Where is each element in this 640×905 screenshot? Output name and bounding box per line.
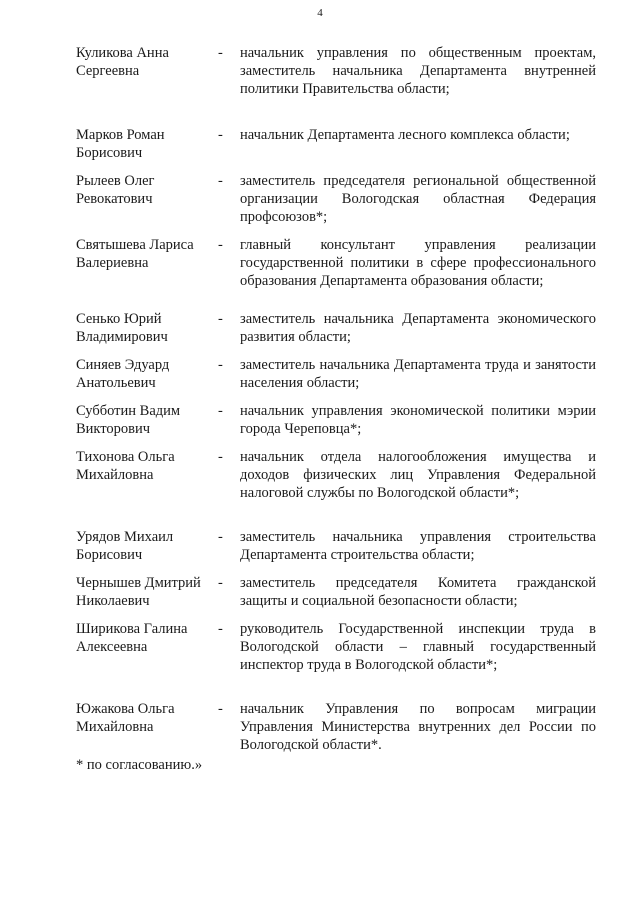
members-list [76, 44, 596, 754]
member-dash: - [218, 311, 223, 327]
member-patronymic: Сергеевна [76, 63, 140, 79]
member-position: заместитель начальника управления строительства Департамента строительства области; [240, 529, 596, 563]
member-surname-first-name: Ширикова Галина [76, 621, 188, 637]
member-name [76, 356, 218, 392]
member-position: начальник управления по общественным проектам, заместитель начальника Департамента внутренней политики Правительства области; [240, 45, 596, 97]
member-position: начальник отдела налогообложения имущества и доходов физических лиц Управления Федеральной налоговой службы по Вологодской области*; [240, 449, 596, 501]
member-patronymic: Николаевич [76, 593, 150, 609]
member-surname-first-name: Субботин Вадим [76, 403, 181, 419]
footnote: * по согласованию.» [76, 757, 203, 773]
member-dash: - [218, 449, 223, 465]
member-name [76, 44, 218, 80]
member-row [76, 236, 596, 290]
member-position: руководитель Государственной инспекции труда в Вологодской области – главный государственный инспектор труда в Вологодской области*; [240, 621, 596, 673]
member-dash: - [218, 173, 223, 189]
member-position: начальник Управления по вопросам миграции Управления Министерства внутренних дел России по Вологодской области*. [240, 701, 596, 753]
member-patronymic: Анатольевич [76, 375, 156, 391]
member-position: заместитель начальника Департамента труда и занятости населения области; [240, 357, 596, 391]
member-dash: - [218, 529, 223, 545]
member-dash: - [218, 45, 223, 61]
member-position: начальник управления экономической политики мэрии города Череповца*; [240, 403, 596, 437]
member-name [76, 402, 218, 438]
member-row [76, 356, 596, 392]
member-name [76, 620, 218, 656]
member-row [76, 44, 596, 98]
member-dash: - [218, 403, 223, 419]
member-dash: - [218, 357, 223, 373]
member-patronymic: Ревокатович [76, 191, 153, 207]
member-surname-first-name: Тихонова Ольга [76, 449, 175, 465]
member-name [76, 528, 218, 564]
member-row [76, 574, 596, 610]
member-patronymic: Михайловна [76, 467, 154, 483]
member-name [76, 126, 218, 162]
member-surname-first-name: Святышева Лариса [76, 237, 194, 253]
member-surname-first-name: Куликова Анна [76, 45, 169, 61]
member-position: заместитель председателя региональной общественной организации Вологодская областная Федерация профсоюзов*; [240, 173, 596, 225]
member-name [76, 310, 218, 346]
member-dash: - [218, 621, 223, 637]
member-position: главный консультант управления реализации государственной политики в сфере профессионального образования Департамента образования области; [240, 237, 596, 289]
member-dash: - [218, 701, 223, 717]
member-name [76, 700, 218, 736]
member-row [76, 528, 596, 564]
member-patronymic: Алексеевна [76, 639, 148, 655]
member-position: заместитель председателя Комитета гражданской защиты и социальной безопасности области; [240, 575, 596, 609]
member-row [76, 310, 596, 346]
member-name [76, 172, 218, 208]
member-surname-first-name: Синяев Эдуард [76, 357, 170, 373]
member-dash: - [218, 575, 223, 591]
member-dash: - [218, 237, 223, 253]
member-patronymic: Валериевна [76, 255, 149, 271]
member-surname-first-name: Рылеев Олег [76, 173, 155, 189]
member-dash: - [218, 127, 223, 143]
member-name [76, 574, 218, 610]
member-patronymic: Борисович [76, 547, 143, 563]
member-row [76, 700, 596, 754]
member-surname-first-name: Южакова Ольга [76, 701, 175, 717]
member-surname-first-name: Урядов Михаил [76, 529, 174, 545]
member-patronymic: Владимирович [76, 329, 168, 345]
member-surname-first-name: Марков Роман [76, 127, 165, 143]
member-surname-first-name: Чернышев Дмитрий [76, 575, 201, 591]
member-patronymic: Викторович [76, 421, 151, 437]
member-row [76, 172, 596, 226]
page-number: 4 [317, 7, 323, 19]
member-row [76, 402, 596, 438]
member-surname-first-name: Сенько Юрий [76, 311, 162, 327]
member-patronymic: Борисович [76, 145, 143, 161]
member-row [76, 126, 596, 162]
member-position: заместитель начальника Департамента экономического развития области; [240, 311, 596, 345]
member-name [76, 236, 218, 272]
member-name [76, 448, 218, 484]
member-patronymic: Михайловна [76, 719, 154, 735]
member-position: начальник Департамента лесного комплекса области; [240, 127, 570, 143]
member-row [76, 620, 596, 674]
member-row [76, 448, 596, 502]
